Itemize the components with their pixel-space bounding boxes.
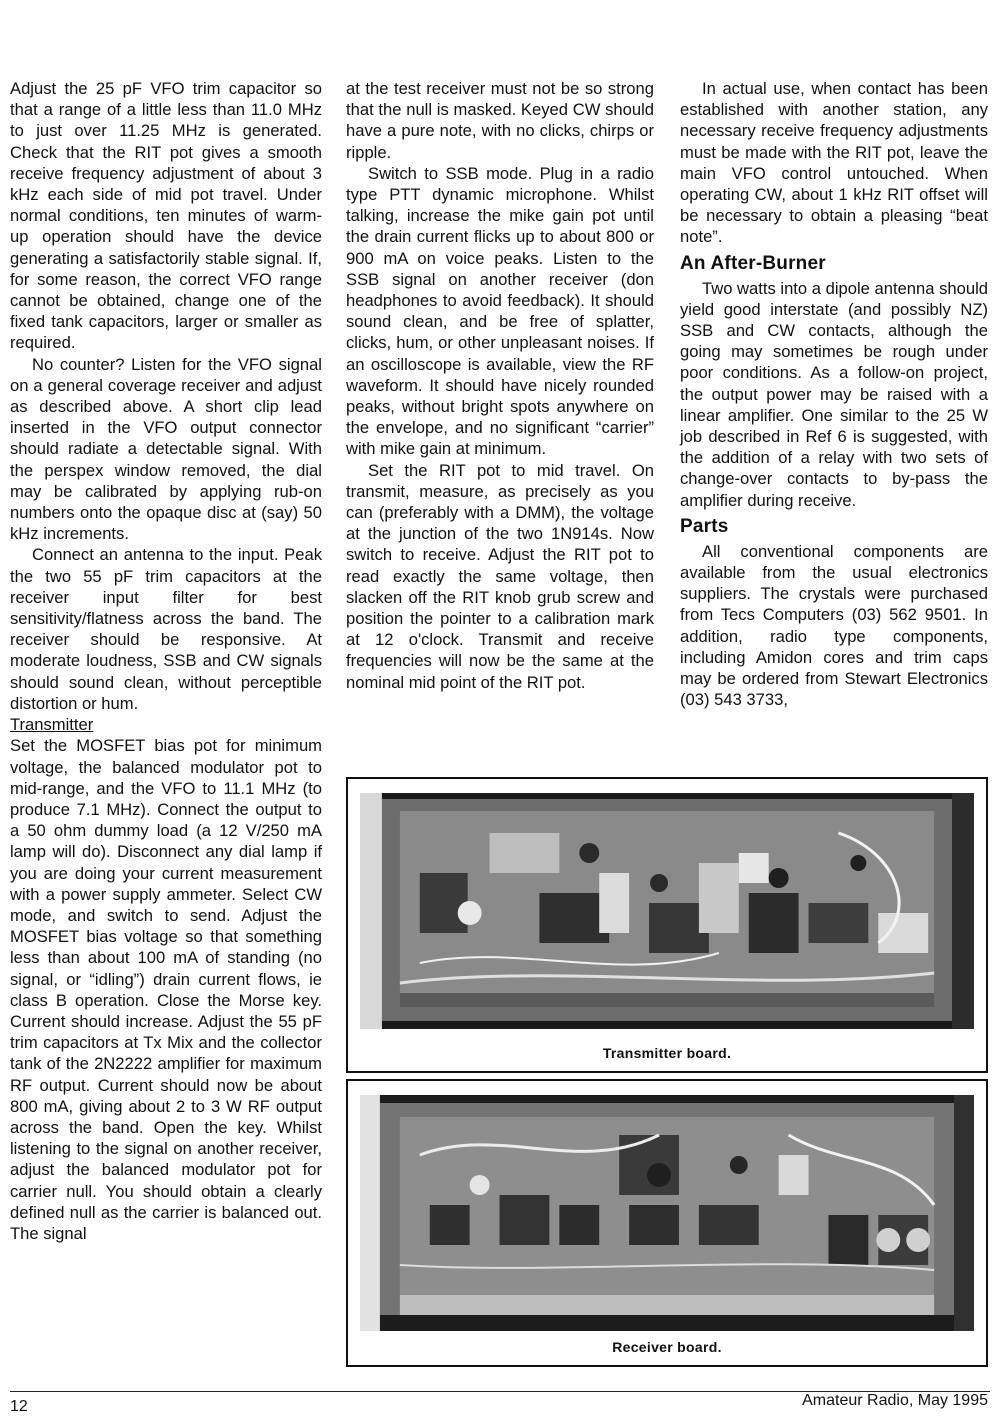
transmitter-board-photo: [360, 793, 974, 1029]
subheading-transmitter: Transmitter: [10, 715, 94, 735]
paragraph-vfo-adjust: Adjust the 25 pF VFO trim capacitor so that a range of a little less than 11.0 MHz to just over 11.25 MHz is generated. Check that the RIT pot gives a smooth receive frequency adjustment of about 3 kHz each side of mid pot travel. Under normal conditions, ten minutes of warm-up operation should have the device generating a satisfactorily stable signal. If, for some reason, the correct VFO range cannot be obtained, change one of the fixed tank capacitors, larger or smaller as required.: [10, 79, 322, 353]
transmitter-board-figure: [346, 777, 988, 1073]
paragraph-test-receiver: at the test receiver must not be so strong that the null is masked. Keyed CW should have a pure note, with no clicks, chirps or ripple.: [346, 79, 654, 162]
transmitter-board-caption: Transmitter board.: [602, 1045, 732, 1061]
receiver-board-figure: [346, 1079, 988, 1367]
paragraph-rit-pot: Set the RIT pot to mid travel. On transmit, measure, as precisely as you can (preferably with a DMM), the voltage at the junction of the two 1N914s. Now switch to receive. Adjust the RIT pot to read exactly the same voltage, then slacken off the RIT knob grub screw and position the pointer to a calibration mark at 12 o'clock. Transmit and receive frequencies will now be the same at the nominal mid point of the RIT pot.: [346, 460, 654, 692]
paragraph-actual-use: In actual use, when contact has been established with another station, any necessary receive frequency adjustments must be made with the RIT pot, leave the main VFO control untouched. When operating CW, about 1 kHz RIT offset will be necessary to obtain a pleasing “beat note”.: [680, 79, 988, 247]
receiver-board-photo: [360, 1095, 974, 1331]
paragraph-no-counter: No counter? Listen for the VFO signal on a general coverage receiver and adjust as described above. A short clip lead inserted in the VFO output connector should radiate a detectable signal. With the perspex window removed, the dial may be calibrated by applying rub-on numbers onto the opaque disc at (say) 50 kHz increments.: [10, 354, 322, 544]
page-number: 12: [10, 1398, 28, 1415]
paragraph-parts: All conventional components are available from the usual electronics suppliers. The crystals were purchased from Tecs Computers (03) 562 9501. In addition, radio type components, including Amidon cores and trim caps may be ordered from Stewart Electronics (03) 543 3733,: [680, 541, 988, 710]
heading-parts: Parts: [680, 515, 729, 537]
column-1: [10, 78, 322, 1244]
column-3: [680, 78, 988, 710]
paragraph-transmitter: Set the MOSFET bias pot for minimum voltage, the balanced modulator pot to mid-range, and the VFO to 11.1 MHz (to produce 7.1 MHz). Connect the output to a 50 ohm dummy load (a 12 V/250 mA lamp will do). Disconnect any dial lamp if you are doing your current measurement with a power supply ammeter. Select CW mode, and switch to send. Adjust the MOSFET bias voltage so that something less than about 100 mA of standing (no signal, or “idling”) drain current flows, ie class B operation. Close the Morse key. Current should increase. Adjust the 55 pF trim capacitors at Tx Mix and the collector tank of the 2N2222 amplifier for maximum RF output. Current should now be about 800 mA, giving about 2 to 3 W RF output across the band. Open the key. Whilst listening to the signal on another receiver, adjust the balanced modulator pot for carrier null. You should obtain a clearly defined null as the carrier is balanced out. The signal: [10, 736, 322, 1243]
paragraph-antenna: Connect an antenna to the input. Peak the two 55 pF trim capacitors at the receiver input filter for best sensitivity/flatness across the band. The receiver should be responsive. At moderate loudness, SSB and CW signals should sound clean, without perceptible distortion or hum.: [10, 545, 322, 713]
paragraph-ssb-mode: Switch to SSB mode. Plug in a radio type PTT dynamic microphone. Whilst talking, increase the mike gain pot until the drain current flicks up to about 800 or 900 mA on voice peaks. Listen to the SSB signal on another receiver (don headphones to avoid feedback). It should sound clean, and be free of splatter, clicks, hum, or other unpleasant noises. If an oscilloscope is available, view the RF waveform. It should have nicely rounded peaks, without bright spots anywhere on the envelope, and no significant “carrier” with mike gain at minimum.: [346, 163, 654, 459]
receiver-board-caption: Receiver board.: [612, 1339, 722, 1355]
heading-after-burner: An After-Burner: [680, 252, 826, 274]
paragraph-two-watts: Two watts into a dipole antenna should yield good interstate (and possibly NZ) SSB and CW contacts, although the going may sometimes be rough under poor conditions. As a follow-on project, the output power may be raised with a linear amplifier. One similar to the 25 W job described in Ref 6 is suggested, with the addition of a relay with two sets of change-over contacts to by-pass the amplifier during receive.: [680, 278, 988, 510]
column-2: [346, 78, 654, 693]
publication-footer: Amateur Radio, May 1995: [802, 1392, 988, 1409]
